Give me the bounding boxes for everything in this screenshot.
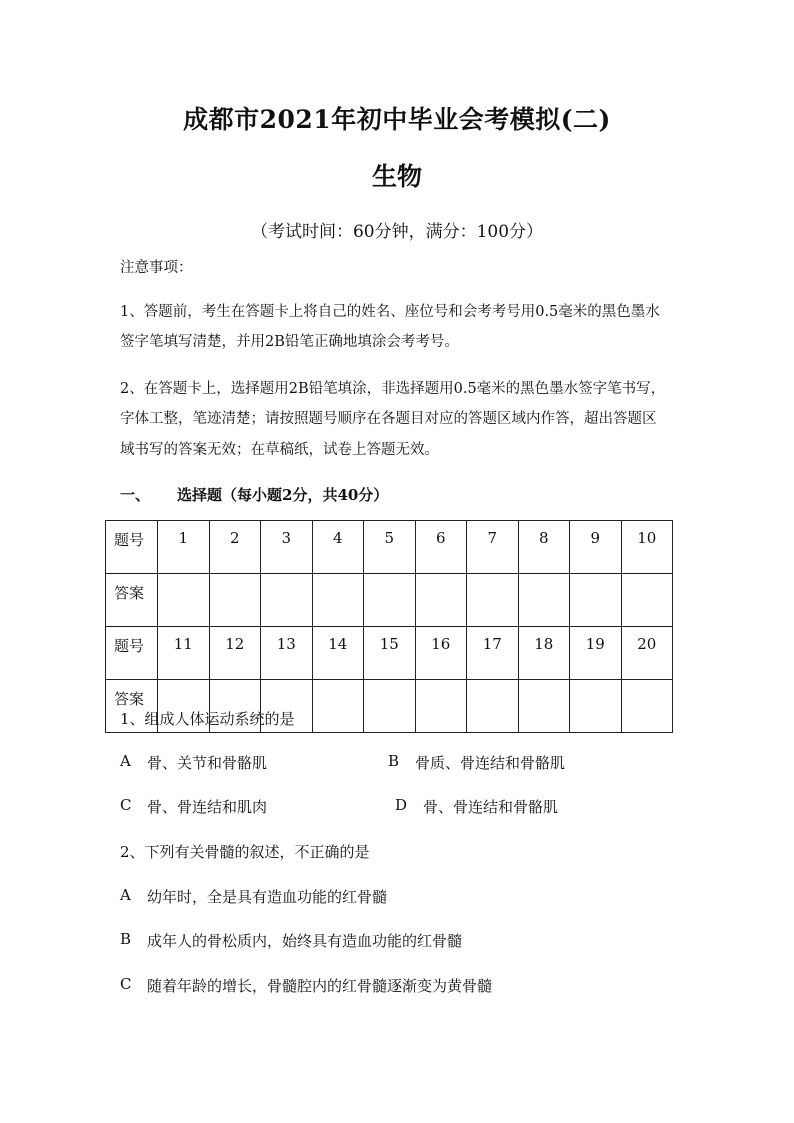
answer-cell[interactable] [415,574,467,627]
q1-option-d-letter: D [395,796,408,814]
answer-cell[interactable] [261,574,313,627]
q1-option-a-text: 骨、关节和骨骼肌 [147,754,268,772]
q1-option-d-text: 骨、骨连结和骨骼肌 [423,798,559,816]
q2-option-c-letter: C [120,975,132,993]
question-number-cell: 19 [570,627,622,680]
answer-cell[interactable] [621,680,673,733]
question-number-cell: 13 [261,627,313,680]
q1-option-b-text: 骨质、骨连结和骨骼肌 [415,754,566,772]
question-number-cell: 7 [467,521,519,574]
question-number-cell: 4 [312,521,364,574]
table-label-number: 题号 [106,521,158,574]
question-number-cell: 18 [518,627,570,680]
q2-option-b-text: 成年人的骨松质内，始终具有造血功能的红骨髓 [147,932,463,950]
question-number-cell: 14 [312,627,364,680]
question-number-cell: 3 [261,521,313,574]
q2-option-c-text: 随着年龄的增长，骨髓腔内的红骨髓逐渐变为黄骨髓 [147,977,493,995]
question-2-stem: 2、下列有关骨髓的叙述，不正确的是 [120,843,370,861]
note-1-line-1: 1、答题前，考生在答题卡上将自己的姓名、座位号和会考考号用0.5毫米的黑色墨水 [120,304,660,320]
answer-cell[interactable] [467,574,519,627]
answer-cell[interactable] [312,574,364,627]
note-2-line-2: 字体工整，笔迹清楚；请按照题号顺序在各题目对应的答题区域内作答，超出答题区 [120,411,657,427]
table-label-answer: 答案 [106,680,158,733]
q1-option-b-letter: B [388,752,400,770]
answer-cell[interactable] [364,574,416,627]
question-number-cell: 17 [467,627,519,680]
table-row [106,521,673,574]
table-row [106,574,673,627]
q1-option-c-letter: C [120,796,132,814]
question-number-cell: 12 [209,627,261,680]
answer-cell[interactable] [415,680,467,733]
section-title: 选择题（每小题2分，共40分） [177,486,389,504]
question-number-cell: 9 [570,521,622,574]
answer-cell[interactable] [570,574,622,627]
q2-option-b-letter: B [120,930,132,948]
answer-cell[interactable] [312,680,364,733]
note-1-line-2: 签字笔填写清楚，并用2B铅笔正确地填涂会考考号。 [120,334,459,350]
question-number-cell: 15 [364,627,416,680]
question-1-stem: 1、组成人体运动系统的是 [120,710,295,728]
q1-option-a-letter: A [120,752,131,770]
table-label-answer: 答案 [106,574,158,627]
question-number-cell: 6 [415,521,467,574]
note-2-line-3: 域书写的答案无效；在草稿纸，试卷上答题无效。 [120,442,439,458]
q2-option-a-letter: A [120,886,131,904]
question-number-cell: 20 [621,627,673,680]
answer-cell[interactable] [209,574,261,627]
question-number-cell: 8 [518,521,570,574]
q1-option-c-text: 骨、骨连结和肌肉 [147,798,268,816]
answer-cell[interactable] [364,680,416,733]
answer-cell[interactable] [158,574,210,627]
question-number-cell: 16 [415,627,467,680]
question-number-cell: 5 [364,521,416,574]
exam-title: 成都市2021年初中毕业会考模拟(二) [183,105,611,134]
table-row [106,627,673,680]
notes-heading: 注意事项： [120,260,193,276]
question-number-cell: 11 [158,627,210,680]
question-number-cell: 10 [621,521,673,574]
subject-title: 生物 [371,162,422,191]
answer-cell[interactable] [570,680,622,733]
question-number-cell: 2 [209,521,261,574]
section-number: 一、 [120,486,151,504]
answer-cell[interactable] [518,680,570,733]
question-number-cell: 1 [158,521,210,574]
answer-cell[interactable] [467,680,519,733]
q2-option-a-text: 幼年时，全是具有造血功能的红骨髓 [147,888,388,906]
note-2-line-1: 2、在答题卡上，选择题用2B铅笔填涂，非选择题用0.5毫米的黑色墨水签字笔书写， [120,381,666,397]
answer-table [105,520,673,733]
exam-info: （考试时间：60分钟，满分：100分） [250,222,544,242]
table-label-number: 题号 [106,627,158,680]
answer-cell[interactable] [518,574,570,627]
answer-cell[interactable] [621,574,673,627]
